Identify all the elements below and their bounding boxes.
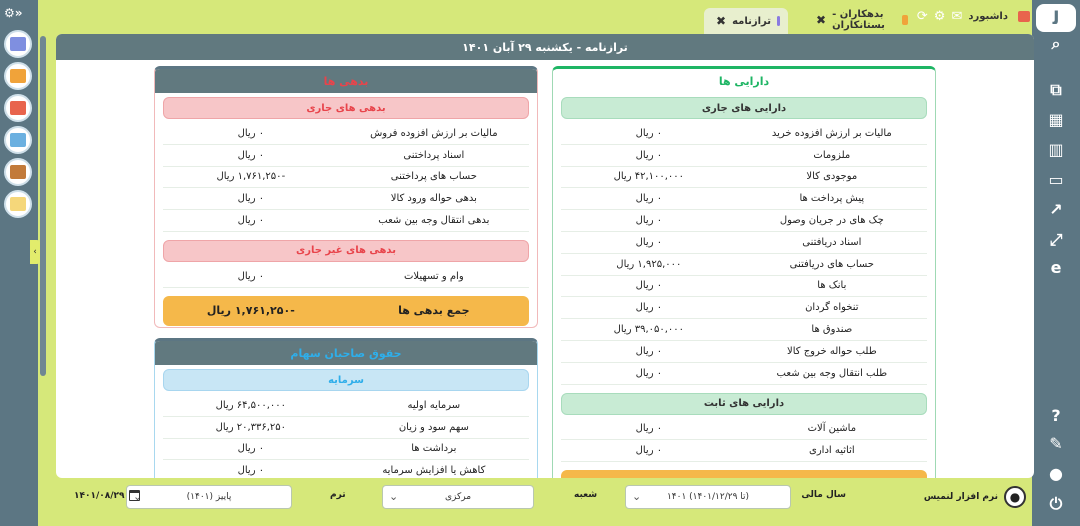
- fixed-assets-header: دارایی های ثابت: [561, 393, 927, 415]
- left-scrollbar[interactable]: [40, 36, 46, 376]
- row-label: بانک ها: [817, 280, 847, 292]
- sidebar-app-5-icon[interactable]: [4, 158, 32, 186]
- row-value: ۱,۹۲۵,۰۰۰ ریال: [616, 258, 682, 270]
- table-row: [163, 167, 529, 189]
- card-icon[interactable]: ▭: [1048, 170, 1064, 189]
- liabilities-total-label: جمع بدهی ها: [398, 304, 470, 318]
- debtors-icon: [902, 15, 908, 25]
- avatar[interactable]: ●: [1004, 486, 1026, 508]
- main-panel: [56, 34, 1034, 478]
- chevron-down-icon: ⌄: [632, 490, 642, 503]
- row-value: ۰ ریال: [635, 302, 663, 314]
- row-value: ۳۹,۰۵۰,۰۰۰ ریال: [613, 324, 685, 336]
- row-label: صندوق ها: [811, 324, 853, 336]
- row-label: طلب انتقال وجه بین شعب: [776, 367, 888, 379]
- equity-list: [155, 395, 537, 478]
- footer-bar: [38, 480, 1032, 516]
- brush-icon[interactable]: ✎: [1049, 434, 1063, 453]
- toolbar-right: [917, 9, 1032, 24]
- fiscal-year-select[interactable]: [625, 485, 791, 509]
- row-value: ۰ ریال: [237, 127, 265, 139]
- table-row: [561, 254, 927, 276]
- table-row: [163, 395, 529, 417]
- row-label: مالیات بر ارزش افزوده فروش: [370, 127, 498, 139]
- current-assets-header: دارایی های جاری: [561, 97, 927, 119]
- table-row: [561, 319, 927, 341]
- sidebar-app-2-icon[interactable]: [4, 62, 32, 90]
- tab-bar: [38, 0, 1032, 34]
- row-label: حساب های پرداختنی: [390, 171, 477, 183]
- assets-total-bar: [561, 470, 927, 478]
- row-value: ۰ ریال: [635, 193, 663, 205]
- chat-icon[interactable]: ✉: [951, 9, 963, 24]
- balance-sheet-icon: [777, 16, 780, 26]
- term-label: ترم: [330, 490, 346, 500]
- dashboard-label[interactable]: داشبورد: [968, 11, 1008, 22]
- row-label: ملزومات: [813, 149, 851, 161]
- row-value: -۱,۷۶۱,۲۵۰ ریال: [216, 171, 286, 183]
- chevron-down-icon: ⌄: [389, 490, 399, 503]
- sidebar-app-3-icon[interactable]: [4, 94, 32, 122]
- help-icon[interactable]: ?: [1051, 406, 1061, 425]
- table-row: [561, 145, 927, 167]
- date-value: ۱۴۰۱/۰۸/۲۹: [74, 490, 125, 501]
- current-assets-list: [553, 123, 935, 385]
- row-label: تنخواه گردان: [805, 302, 859, 314]
- table-row: [561, 419, 927, 441]
- fiscal-year-label: سال مالی: [801, 490, 846, 500]
- sidebar-app-4-icon[interactable]: [4, 126, 32, 154]
- current-date[interactable]: [74, 490, 143, 503]
- table-row: [163, 417, 529, 439]
- row-value: ۴۲,۱۰۰,۰۰۰ ریال: [613, 171, 685, 183]
- tab-balance-sheet[interactable]: [704, 8, 788, 34]
- tab-label: بدهکاران - بستانکاران: [832, 9, 885, 31]
- table-row: [163, 439, 529, 461]
- row-value: ۰ ریال: [237, 270, 265, 282]
- sidebar-abc-icon[interactable]: [4, 190, 32, 218]
- equity-card: [154, 338, 538, 478]
- table-row: [163, 123, 529, 145]
- table-row: [561, 123, 927, 145]
- table-row: [561, 210, 927, 232]
- assets-card: [552, 66, 936, 478]
- table-row: [561, 276, 927, 298]
- expand-icon[interactable]: ⤢: [1049, 230, 1063, 249]
- row-value: ۶۴,۵۰۰,۰۰۰ ریال: [215, 399, 287, 411]
- row-value: ۰ ریال: [635, 445, 663, 457]
- power-icon[interactable]: ⏻: [1049, 494, 1063, 513]
- row-label: ماشین آلات: [807, 423, 857, 435]
- chevron-down-icon: ⌄: [133, 490, 143, 503]
- noncurrent-liabilities-header: بدهی های غیر جاری: [163, 240, 529, 262]
- row-value: ۰ ریال: [237, 465, 265, 477]
- row-value: ۰ ریال: [237, 149, 265, 161]
- branch-select[interactable]: [382, 485, 534, 509]
- page-title: ترازنامه - یکشنبه ۲۹ آبان ۱۴۰۱: [56, 34, 1034, 60]
- capital-header: سرمایه: [163, 369, 529, 391]
- table-row: [561, 188, 927, 210]
- row-label: بدهی حواله ورود کالا: [390, 193, 477, 205]
- noncurrent-liabilities-list: [155, 266, 537, 288]
- grid-icon[interactable]: ▦: [1048, 110, 1064, 129]
- row-label: وام و تسهیلات: [403, 270, 464, 282]
- calendar-icon: [129, 490, 143, 503]
- table-row: [561, 232, 927, 254]
- sidebar-collapse-handle[interactable]: ‹: [30, 240, 40, 264]
- row-label: طلب حواله خروج کالا: [787, 345, 877, 357]
- bar-chart-icon[interactable]: ▥: [1048, 140, 1064, 159]
- branch-value: مرکزی: [444, 492, 472, 502]
- tab-debtors-creditors[interactable]: [804, 8, 916, 32]
- fiscal-year-value: ۱۴۰۱ (تا ۱۴۰۱/۱۲/۲۹): [666, 492, 750, 502]
- row-label: اسناد دریافتنی: [802, 236, 862, 248]
- current-liabilities-list: [155, 123, 537, 232]
- fixed-assets-list: [553, 419, 935, 463]
- table-row: [561, 363, 927, 385]
- row-value: ۰ ریال: [237, 443, 265, 455]
- row-value: ۰ ریال: [635, 215, 663, 227]
- row-value: ۰ ریال: [237, 215, 265, 227]
- row-label: اسناد پرداختنی: [403, 149, 465, 161]
- row-label: پیش پرداخت ها: [799, 193, 865, 205]
- line-chart-icon[interactable]: ↗: [1049, 200, 1063, 219]
- liabilities-title: بدهی ها: [155, 69, 537, 93]
- home-icon[interactable]: [1018, 11, 1030, 22]
- right-sidebar: [1032, 0, 1080, 526]
- user-icon[interactable]: ●: [1049, 464, 1063, 483]
- sidebar-app-1-icon[interactable]: [4, 30, 32, 58]
- app-logo: ﻟ: [1036, 4, 1076, 32]
- row-label: برداشت ها: [411, 443, 457, 455]
- row-label: حساب های دریافتنی: [789, 258, 874, 270]
- row-label: چک های در جریان وصول: [779, 215, 884, 227]
- row-value: ۲۰,۳۳۶,۲۵۰ ریال: [215, 421, 287, 433]
- table-row: [561, 167, 927, 189]
- org-chart-icon[interactable]: ⧉: [1050, 80, 1062, 99]
- row-label: موجودی کالا: [806, 171, 858, 183]
- browser-icon[interactable]: e: [1050, 258, 1062, 277]
- equity-title: حقوق صاحبان سهام: [155, 341, 537, 365]
- liabilities-total-value: -۱,۷۶۱,۲۵۰ ریال: [206, 304, 295, 318]
- row-value: ۰ ریال: [635, 423, 663, 435]
- table-row: [163, 188, 529, 210]
- table-row: [163, 460, 529, 478]
- close-icon[interactable]: ✖: [816, 13, 827, 27]
- refresh-icon[interactable]: ⟳: [916, 9, 928, 24]
- row-value: ۰ ریال: [635, 149, 663, 161]
- row-value: ۰ ریال: [635, 345, 663, 357]
- row-value: ۰ ریال: [635, 127, 663, 139]
- user-name: نرم افزار لنمیس: [923, 492, 998, 502]
- term-value: پاییز (۱۴۰۱): [186, 492, 232, 502]
- liabilities-card: [154, 66, 538, 328]
- term-select[interactable]: [126, 485, 292, 509]
- table-row: [163, 210, 529, 232]
- tab-label: ترازنامه: [732, 15, 771, 27]
- row-value: ۰ ریال: [635, 236, 663, 248]
- row-value: ۰ ریال: [635, 367, 663, 379]
- table-row: [561, 440, 927, 462]
- row-label: بدهی انتقال وجه بین شعب: [378, 215, 490, 227]
- branch-label: شعبه: [574, 490, 598, 500]
- row-value: ۰ ریال: [237, 193, 265, 205]
- assets-title: دارایی ها: [553, 69, 935, 93]
- close-icon[interactable]: ✖: [716, 14, 727, 28]
- liabilities-total-row: [163, 296, 529, 326]
- table-row: [163, 145, 529, 167]
- row-label: مالیات بر ارزش افزوده خرید: [771, 127, 892, 139]
- settings-expand-icons[interactable]: ⚙»: [4, 6, 23, 20]
- table-row: [163, 266, 529, 288]
- row-label: اثاثیه اداری: [809, 445, 855, 457]
- table-row: [561, 341, 927, 363]
- gear-icon[interactable]: ⚙: [933, 9, 946, 24]
- current-liabilities-header: بدهی های جاری: [163, 97, 529, 119]
- row-value: ۰ ریال: [635, 280, 663, 292]
- row-label: سهم سود و زیان: [398, 421, 469, 433]
- table-row: [561, 297, 927, 319]
- row-label: کاهش یا افزایش سرمایه: [382, 465, 486, 477]
- user-info[interactable]: [924, 486, 1026, 508]
- row-label: سرمایه اولیه: [407, 399, 461, 411]
- search-icon[interactable]: ⌕: [1051, 34, 1061, 53]
